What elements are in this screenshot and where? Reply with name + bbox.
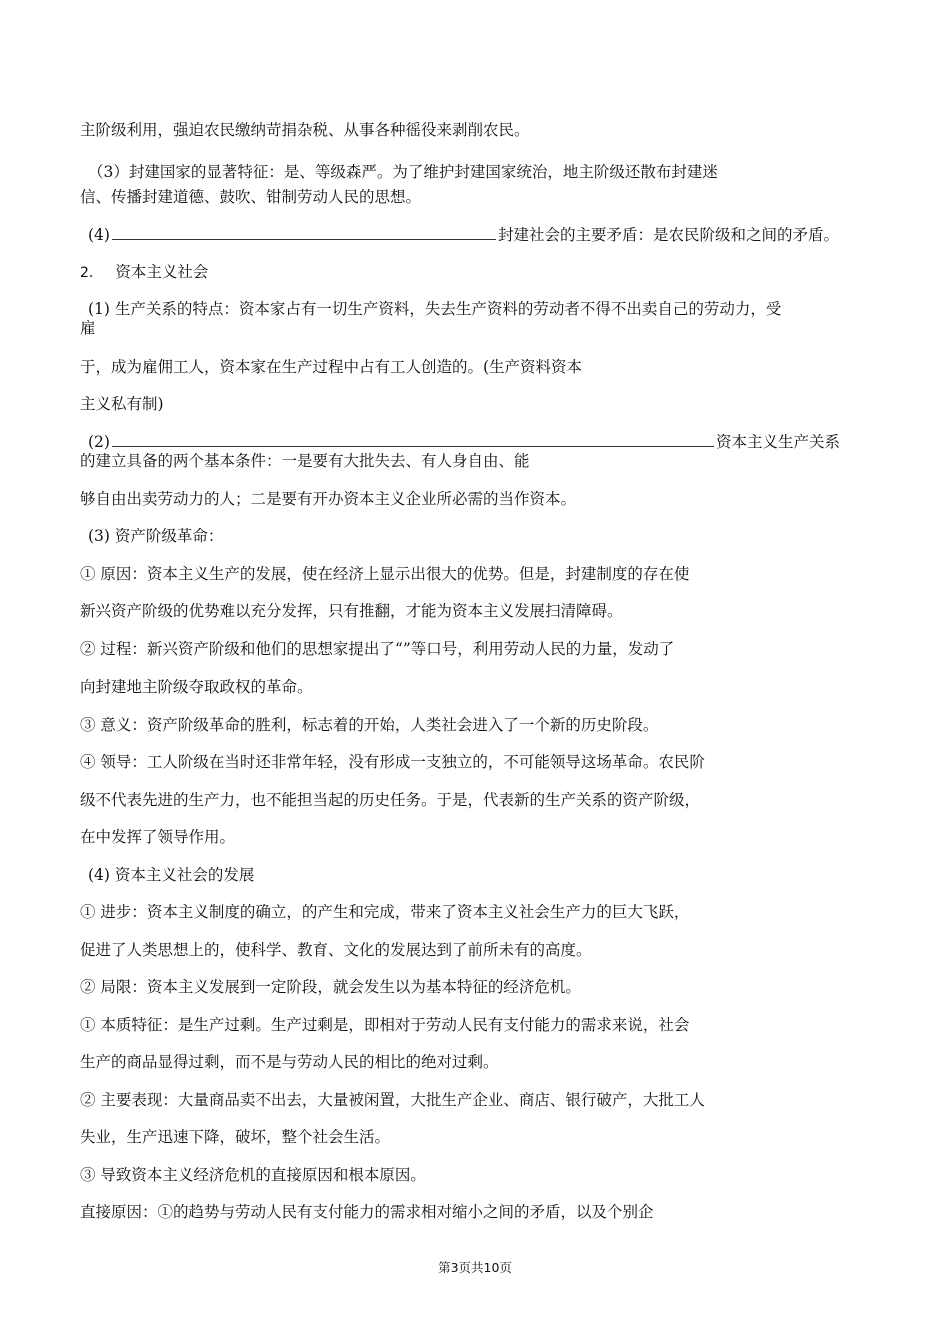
text-line: ② 过程：新兴资产阶级和他们的思想家提出了“”等口号，利用劳动人民的力量，发动了 bbox=[80, 640, 675, 658]
text-line bbox=[88, 432, 840, 452]
text-fragment: 资本主义生产关系 bbox=[715, 433, 840, 451]
text-line: 向封建地主阶级夺取政权的革命。 bbox=[80, 678, 313, 696]
item-number: (4) bbox=[88, 226, 110, 244]
text-line: 新兴资产阶级的优势难以充分发挥，只有推翻，才能为资本主义发展扫清障碍。 bbox=[80, 602, 623, 620]
text-line: (3) 资产阶级革命： bbox=[88, 527, 224, 545]
text-line: (4) 资本主义社会的发展 bbox=[88, 866, 255, 884]
text-line: 主阶级利用，强迫农民缴纳苛捐杂税、从事各种徭役来剥削农民。 bbox=[80, 121, 530, 139]
text-line: 雇 bbox=[80, 319, 96, 337]
text-line: 级不代表先进的生产力，也不能担当起的历史任务。于是，代表新的生产关系的资产阶级， bbox=[80, 791, 701, 809]
section-heading bbox=[80, 262, 208, 283]
text-line: ③ 意义：资产阶级革命的胜利，标志着的开始，人类社会进入了一个新的历史阶段。 bbox=[80, 716, 659, 734]
text-line: ① 本质特征：是生产过剩。生产过剩是，即相对于劳动人民有支付能力的需求来说，社会 bbox=[80, 1016, 690, 1034]
text-line: 的建立具备的两个基本条件：一是要有大批失去、有人身自由、能 bbox=[80, 452, 530, 470]
text-line bbox=[88, 225, 839, 245]
text-line: ② 主要表现：大量商品卖不出去，大量被闲置，大批生产企业、商店、银行破产，大批工人 bbox=[80, 1091, 705, 1109]
text-line: 于，成为雇佣工人，资本家在生产过程中占有工人创造的。(生产资料资本 bbox=[80, 358, 583, 376]
text-line: 直接原因：①的趋势与劳动人民有支付能力的需求相对缩小之间的矛盾，以及个别企 bbox=[80, 1203, 654, 1221]
text-line: 促进了人类思想上的，使科学、教育、文化的发展达到了前所未有的高度。 bbox=[80, 941, 592, 959]
section-number: 2. bbox=[80, 265, 94, 281]
text-line: ④ 领导：工人阶级在当时还非常年轻，没有形成一支独立的，不可能领导这场革命。农民阶 bbox=[80, 753, 705, 771]
text-line: 失业，生产迅速下降，破坏，整个社会生活。 bbox=[80, 1128, 391, 1146]
page-footer: 第3页共10页 bbox=[438, 1260, 512, 1275]
text-line: ③ 导致资本主义经济危机的直接原因和根本原因。 bbox=[80, 1166, 426, 1184]
text-line: 生产的商品显得过剩，而不是与劳动人民的相比的绝对过剩。 bbox=[80, 1053, 499, 1071]
text-line: （3）封建国家的显著特征：是、等级森严。为了维护封建国家统治，地主阶级还散布封建迷 bbox=[88, 163, 718, 181]
text-line: ① 进步：资本主义制度的确立，的产生和完成，带来了资本主义社会生产力的巨大飞跃， bbox=[80, 903, 690, 921]
text-line: ② 局限：资本主义发展到一定阶段，就会发生以为基本特征的经济危机。 bbox=[80, 978, 581, 996]
fill-blank bbox=[112, 432, 714, 447]
text-line: 主义私有制) bbox=[80, 395, 164, 413]
section-title: 资本主义社会 bbox=[115, 263, 209, 281]
text-line: 信、传播封建道德、鼓吹、钳制劳动人民的思想。 bbox=[80, 188, 422, 206]
text-line: 够自由出卖劳动力的人；二是要有开办资本主义企业所必需的当作资本。 bbox=[80, 490, 577, 508]
text-line: (1) 生产关系的特点：资本家占有一切生产资料，失去生产资料的劳动者不得不出卖自己的劳动力，受 bbox=[88, 300, 782, 318]
text-line: 在中发挥了领导作用。 bbox=[80, 828, 236, 846]
text-line: ① 原因：资本主义生产的发展，使在经济上显示出很大的优势。但是，封建制度的存在使 bbox=[80, 565, 690, 583]
item-number: (2) bbox=[88, 433, 110, 451]
text-fragment: 封建社会的主要矛盾：是农民阶级和之间的矛盾。 bbox=[497, 226, 839, 244]
fill-blank bbox=[112, 225, 496, 240]
